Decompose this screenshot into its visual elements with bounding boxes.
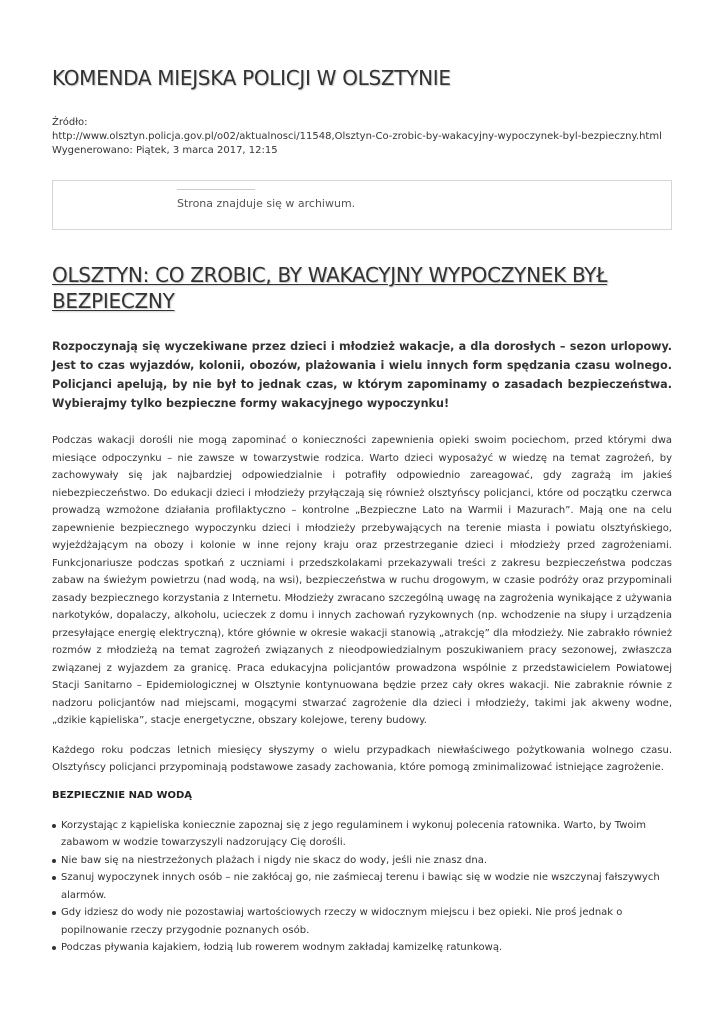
article-lead: Rozpoczynają się wyczekiwane przez dzieci i młodzież wakacje, a dla dorosłych – sezon urlopowy. Jest to czas wyjazdów, kolonii, obozów, plażowania i wielu innych form spędzania czasu wolnego. Policjanci apelują, by nie był to jednak czas, w którym zapominamy o zasadach bezpieczeństwa. Wybierajmy tylko bezpieczne formy wakacyjnego wypoczynku!	[52, 340, 672, 410]
list-item: Nie baw się na niestrzeżonych plażach i nigdy nie skacz do wody, jeśli nie znasz dna.	[52, 852, 672, 870]
archive-notice-text: Strona znajduje się w archiwum.	[177, 197, 356, 210]
archive-divider	[177, 189, 255, 190]
list-item: Szanuj wypoczynek innych osób – nie zakłócaj go, nie zaśmiecaj terenu i bawiąc się w wodzie nie wszczynaj fałszywych alarmów.	[52, 869, 672, 904]
source-url[interactable]: http://www.olsztyn.policja.gov.pl/o02/aktualnosci/11548,Olsztyn-Co-zrobic-by-wakacyjny-wypoczynek-byl-bezpieczny.html	[52, 131, 662, 142]
article-paragraph-2: Każdego roku podczas letnich miesięcy słyszymy o wielu przypadkach niewłaściwego pożytkowania wolnego czasu. Olsztyńscy policjanci przypominają podstawowe zasady zachowania, które pomogą zminimalizować istniejące zagrożenie.	[52, 744, 672, 773]
water-rules-list	[52, 817, 672, 957]
list-item: Gdy idziesz do wody nie pozostawiaj wartościowych rzeczy w widocznym miejscu i bez opieki. Nie proś jednak o popilnowanie rzeczy przygodnie poznanych osób.	[52, 904, 672, 939]
article-body	[52, 432, 672, 957]
article-paragraph-1: Podczas wakacji dorośli nie mogą zapominać o konieczności zapewnienia opieki swoim pociechom, przed którymi dwa miesiące odpoczynku – nie zawsze w towarzystwie rodzica. Warto dzieci wyposażyć w wiedzę na temat zagrożeń, by zachowywały się jak najbardziej odpowiedzialnie i potrafiły odpowiednio zareagować, gdy zagrażą im jakieś niebezpieczeństwo. Do edukacji dzieci i młodzieży przyłączają się również olsztyńscy policjanci, które od początku czerwca prowadzą wzmożone działania profilaktyczno – kontrolne „Bezpieczne Lato na Warmii i Mazurach”. Mają one na celu zapewnienie bezpiecznego wypoczynku dzieci i młodzieży przebywających na terenie miasta i powiatu olsztyńskiego, wyjeżdżającym na obozy i kolonie w inne rejony kraju oraz przestrzeganie dzieci i młodzieży przed zagrożeniami. Funkcjonariusze podczas spotkań z uczniami i przedszkolakami przekazywali treści z zakresu bezpieczeństwa podczas zabaw na świeżym powietrzu (nad wodą, na wsi), bezpieczeństwa w ruchu drogowym, w czasie podróży oraz przypominali zasady bezpiecznego korzystania z Internetu. Młodzieży zwracano szczególną uwagę na zagrożenia wynikające z używania narkotyków, dopalaczy, alkoholu, ucieczek z domu i innych zachowań ryzykownych (np. wchodzenie na słupy i urządzenia przesyłające energię elektryczną), które głównie w okresie wakacji stanowią „atrakcję” dla młodzieży. Nie zabrakło również rozmów z młodzieżą na temat zagrożeń związanych z nieodpowiedzialnym poszukiwaniem pracy sezonowej, zwłaszcza związanej z wyjazdem za granicę. Praca edukacyjna policjantów prowadzona wspólnie z przedstawicielem Powiatowej Stacji Sanitarno – Epidemiologicznej w Olsztynie kontynuowana będzie przez cały okres wakacji. Nie zabraknie równie z nadzoru policjantów nad miejscami, mogącymi stwarzać zagrożenie dla dzieci i młodzieży, takimi jak akweny wodne, „dzikie kąpieliska”, stacje energetyczne, obszary kolejowe, tereny budowy.	[52, 435, 672, 726]
archive-notice-box	[52, 180, 672, 230]
source-label: Źródło:	[52, 117, 88, 128]
site-title: KOMENDA MIEJSKA POLICJI W OLSZTYNIE	[52, 66, 451, 90]
generated-date: Wygenerowano: Piątek, 3 marca 2017, 12:15	[52, 145, 278, 156]
list-item: Podczas pływania kajakiem, łodzią lub rowerem wodnym zakładaj kamizelkę ratunkową.	[52, 939, 672, 957]
section-heading-water: BEZPIECZNIE NAD WODĄ	[52, 789, 193, 801]
source-meta	[52, 116, 682, 158]
list-item: Korzystając z kąpieliska koniecznie zapoznaj się z jego regulaminem i wykonuj polecenia ratownika. Warto, by Twoim zabawom w wodzie towarzyszyli nadzorujący Cię dorośli.	[52, 817, 672, 852]
article-title[interactable]: OLSZTYN: CO ZROBIC, BY WAKACYJNY WYPOCZYNEK BYŁ BEZPIECZNY	[52, 263, 608, 313]
